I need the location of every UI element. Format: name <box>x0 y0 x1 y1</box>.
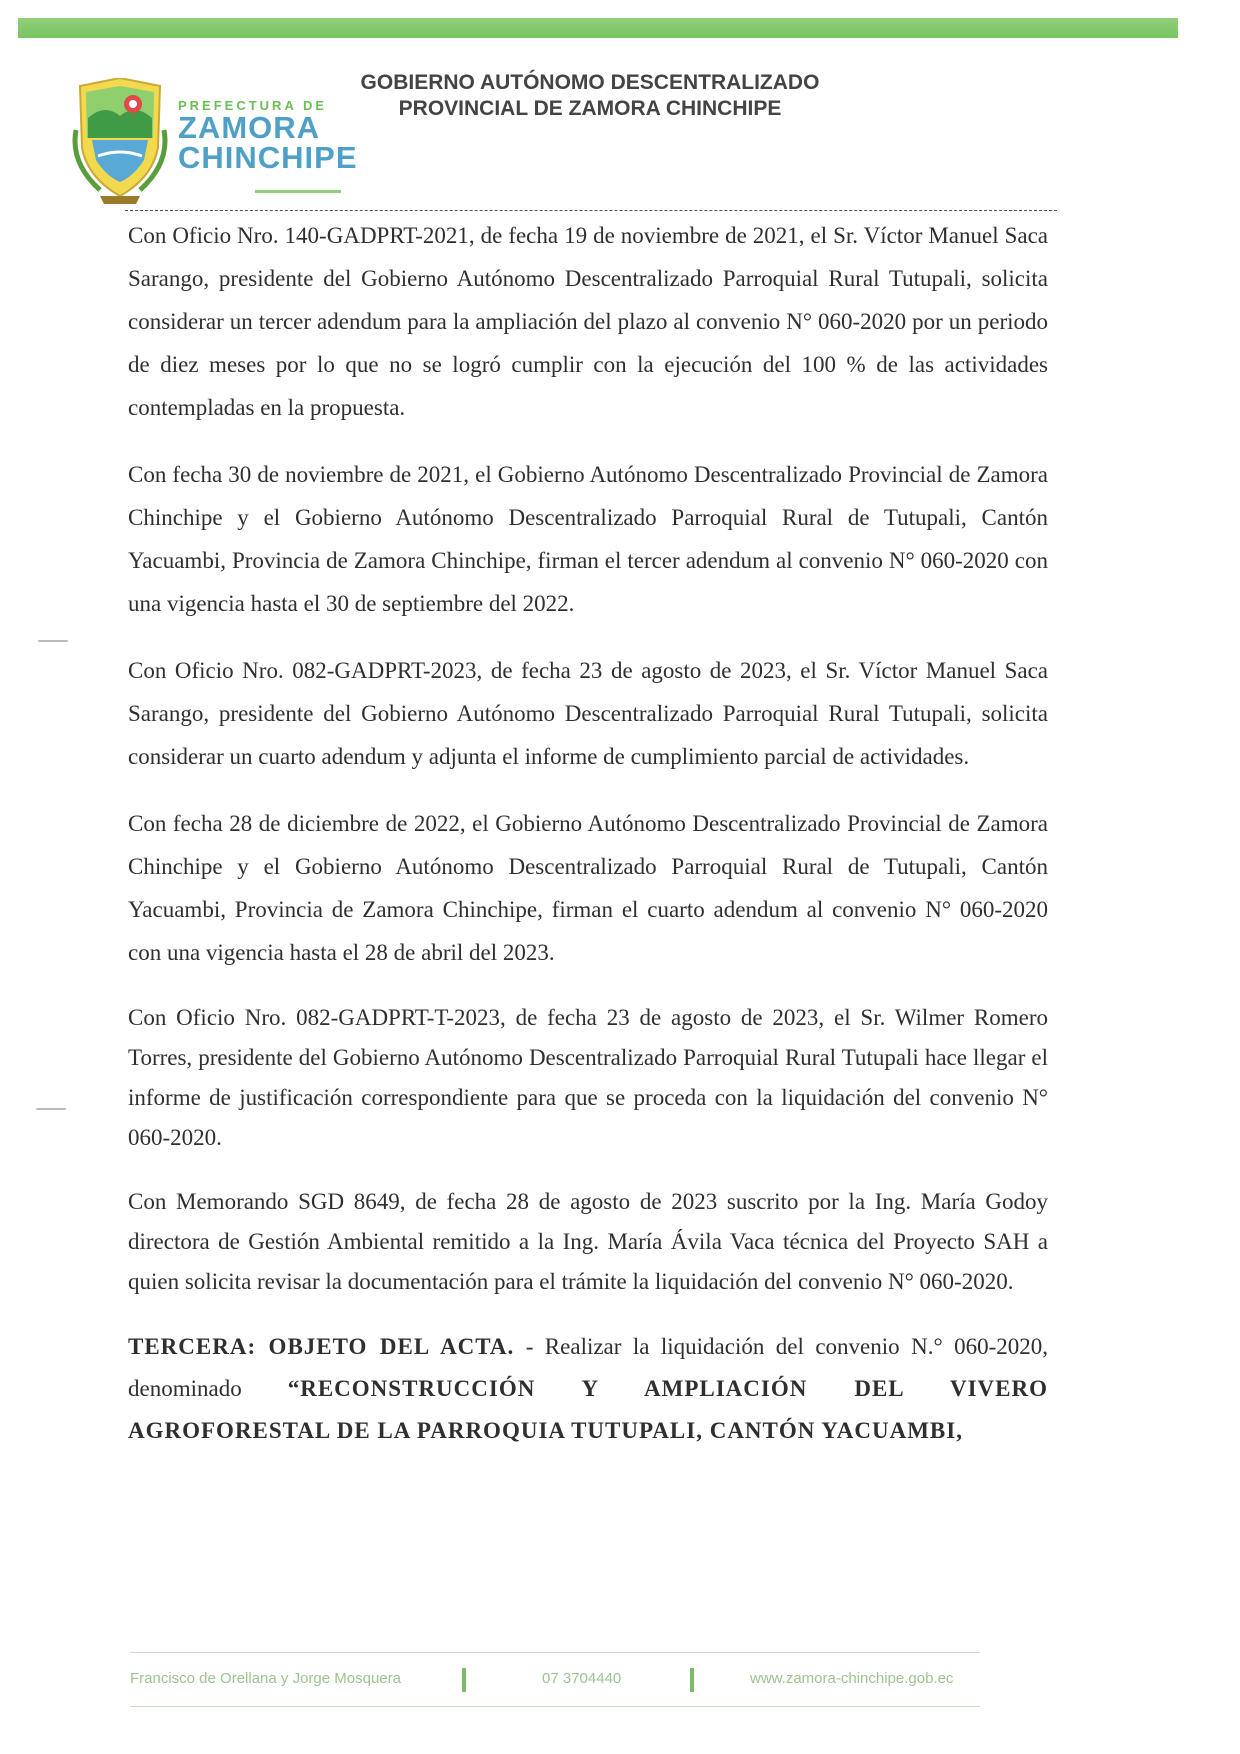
tercera-text: - Realizar la liquidación del convenio N.° 060-2020, denominado <box>128 1334 1048 1401</box>
logo-underline <box>255 190 341 193</box>
logo-line-2: CHINCHIPE <box>178 140 358 175</box>
paragraph: Con fecha 28 de diciembre de 2022, el Gobierno Autónomo Descentralizado Provincial de Zamora Chinchipe y el Gobierno Autónomo Descentralizado Parroquial Rural de Tutupali, Cantón Yacuambi, Provincia de Zamora Chinchipe, firman el cuarto adendum al convenio N° 060-2020 con una vigencia hasta el 28 de abril del 2023. <box>128 811 1048 965</box>
header-title-line-1: GOBIERNO AUTÓNOMO DESCENTRALIZADO <box>360 71 820 94</box>
header-divider <box>125 210 1057 211</box>
footer-separator <box>462 1668 466 1692</box>
paragraph: Con Oficio Nro. 140-GADPRT-2021, de fecha 19 de noviembre de 2021, el Sr. Víctor Manuel Saca Sarango, presidente del Gobierno Autónomo Descentralizado Parroquial Rural Tutupali, solicita considerar un tercer adendum para la ampliación del plazo al convenio N° 060-2020 por un periodo de diez meses por lo que no se logró cumplir con la ejecución del 100 % de las actividades contempladas en la propuesta. <box>128 223 1048 420</box>
header-green-bar <box>18 18 1178 38</box>
paragraph: Con fecha 30 de noviembre de 2021, el Gobierno Autónomo Descentralizado Provincial de Zamora Chinchipe y el Gobierno Autónomo Descentralizado Parroquial Rural de Tutupali, Cantón Yacuambi, Provincia de Zamora Chinchipe, firman el tercer adendum al convenio N° 060-2020 con una vigencia hasta el 30 de septiembre del 2022. <box>128 462 1048 616</box>
paragraph: Con Oficio Nro. 082-GADPRT-T-2023, de fecha 23 de agosto de 2023, el Sr. Wilmer Romero Torres, presidente del Gobierno Autónomo Descentralizado Parroquial Rural Tutupali hace llegar el informe de justificación correspondiente para que se proceda con la liquidación del convenio N° 060-2020. <box>128 1005 1048 1150</box>
footer-phone: 07 3704440 <box>542 1670 622 1687</box>
header-title-line-2: PROVINCIAL DE ZAMORA CHINCHIPE <box>398 97 782 120</box>
page-footer <box>130 1660 980 1700</box>
logo-line-1: ZAMORA <box>178 110 321 145</box>
paragraph: Con Memorando SGD 8649, de fecha 28 de agosto de 2023 suscrito por la Ing. María Godoy directora de Gestión Ambiental remitido a la Ing. María Ávila Vaca técnica del Proyecto SAH a quien solicita revisar la documentación para el trámite la liquidación del convenio N° 060-2020. <box>128 1189 1048 1294</box>
footer-top-rule <box>130 1652 980 1653</box>
scan-artifact <box>36 1108 66 1110</box>
coat-of-arms-icon <box>70 78 170 208</box>
footer-separator <box>690 1668 694 1692</box>
document-body <box>128 214 1048 1475</box>
document-header-title <box>280 70 900 122</box>
footer-bottom-rule <box>130 1706 980 1707</box>
tercera-clause <box>128 1326 1048 1452</box>
scan-artifact <box>38 640 68 642</box>
tercera-project-title: “RECONSTRUCCIÓN Y AMPLIACIÓN DEL VIVERO AGROFORESTAL DE LA PARROQUIA TUTUPALI, CANTÓN YACUAMBI, <box>128 1376 1048 1443</box>
tercera-heading: TERCERA: OBJETO DEL ACTA. <box>128 1334 515 1359</box>
footer-website: www.zamora-chinchipe.gob.ec <box>750 1670 954 1687</box>
logo-prefix: PREFECTURA DE <box>178 98 328 113</box>
paragraph: Con Oficio Nro. 082-GADPRT-2023, de fecha 23 de agosto de 2023, el Sr. Víctor Manuel Saca Sarango, presidente del Gobierno Autónomo Descentralizado Parroquial Rural Tutupali, solicita considerar un cuarto adendum y adjunta el informe de cumplimiento parcial de actividades. <box>128 658 1048 769</box>
footer-address: Francisco de Orellana y Jorge Mosquera <box>130 1670 401 1687</box>
